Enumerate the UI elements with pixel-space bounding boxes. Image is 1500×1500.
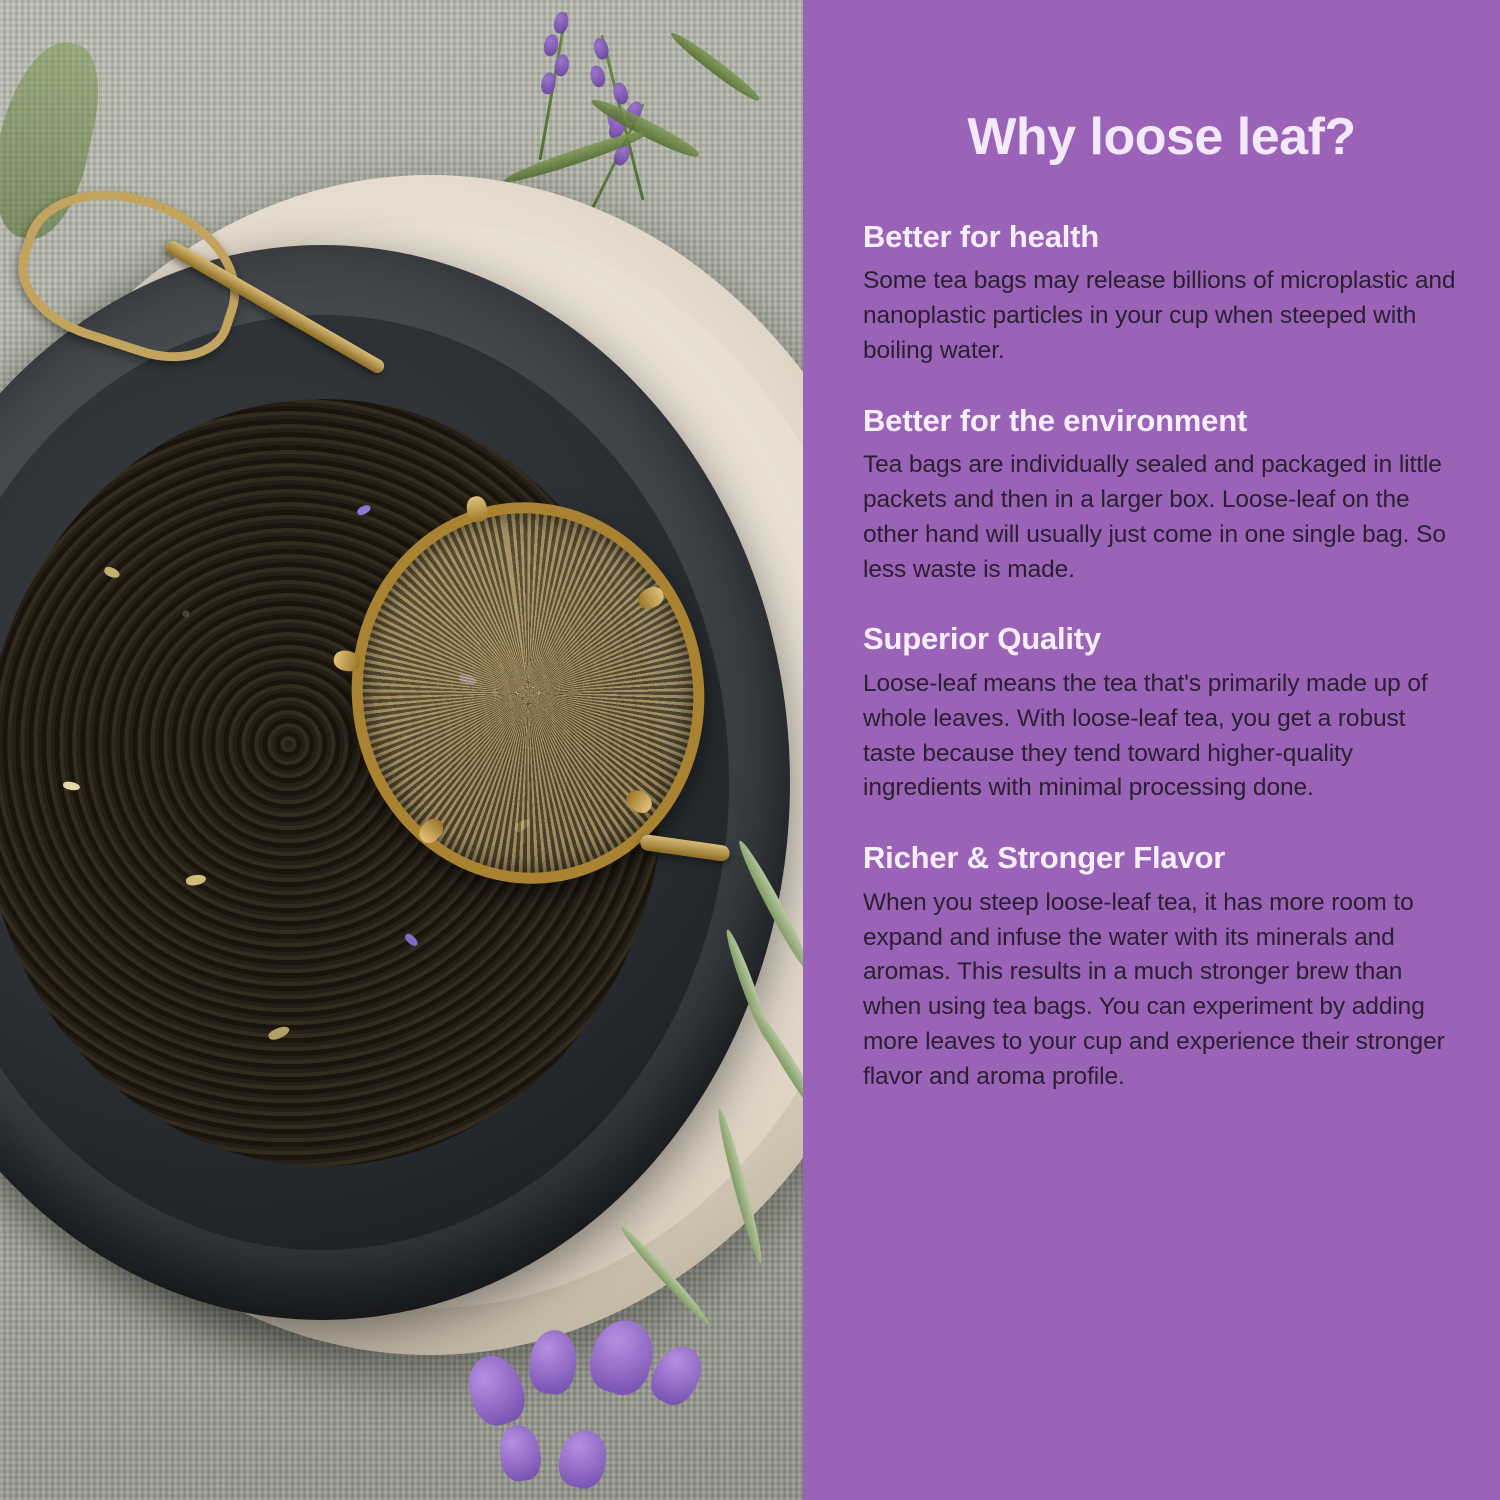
benefit-section-flavor — [863, 840, 1460, 1094]
section-body: When you steep loose-leaf tea, it has more room to expand and infuse the water with its minerals and aromas. This results in a much stronger brew than when using tea bags. You can experiment by adding more leaves to your cup and experience their stronger flavor and aroma profile. — [863, 888, 1445, 1090]
section-body: Some tea bags may release billions of microplastic and nanoplastic particles in your cup when steeped with boiling water. — [863, 267, 1456, 364]
section-title: Better for the environment — [863, 402, 1248, 438]
info-panel — [803, 0, 1500, 1500]
benefit-section-environment — [863, 403, 1460, 588]
benefit-section-quality — [863, 621, 1460, 806]
section-body: Tea bags are individually sealed and packaged in little packets and then in a larger box. Loose-leaf on the other hand will usually just come in one single bag. So less waste is made. — [863, 451, 1446, 583]
section-title: Better for health — [863, 218, 1100, 254]
section-title: Richer & Stronger Flavor — [863, 840, 1226, 876]
section-title: Superior Quality — [863, 621, 1101, 657]
section-body: Loose-leaf means the tea that's primarily made up of whole leaves. With loose-leaf tea, you get a robust taste because they tend toward higher-quality ingredients with minimal processing done. — [863, 669, 1428, 802]
page-title: Why loose leaf? — [967, 108, 1356, 166]
benefit-section-health — [863, 219, 1460, 369]
